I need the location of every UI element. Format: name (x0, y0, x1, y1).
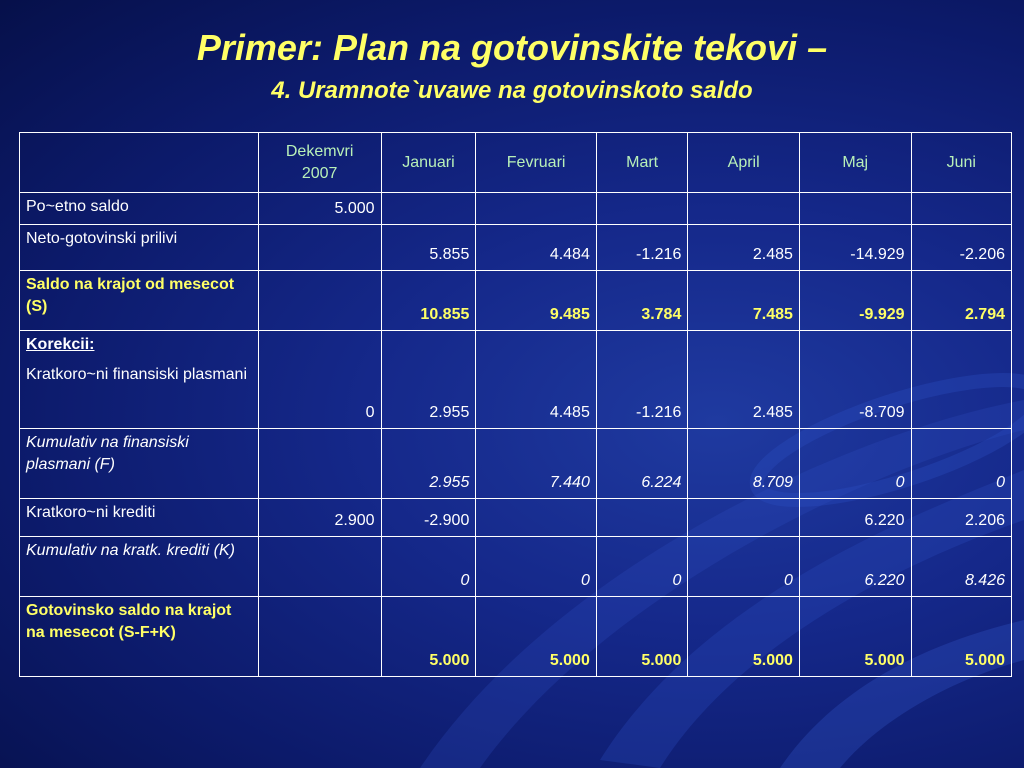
cell-value: -14.929 (799, 225, 911, 271)
row-label: Neto-gotovinski prilivi (20, 225, 259, 271)
row-short-term-investments (20, 331, 1012, 429)
cell-value: 0 (799, 429, 911, 499)
row-label-cell (20, 331, 259, 429)
cell-value: -9.929 (799, 271, 911, 331)
cash-flow-table (19, 132, 1012, 677)
row-short-term-loans (20, 499, 1012, 537)
row-label: Kratkoro~ni finansiski plasmani (26, 366, 247, 383)
cell-value: -2.900 (381, 499, 476, 537)
cell-value (476, 499, 597, 537)
cell-value: 8.709 (688, 429, 800, 499)
cell-value: 2.206 (911, 499, 1011, 537)
cell-value (381, 193, 476, 225)
header-mart: Mart (596, 133, 688, 193)
cell-value (476, 193, 597, 225)
cell-value: 5.000 (258, 193, 381, 225)
section-heading: Korekcii: (26, 336, 95, 353)
cell-value (799, 193, 911, 225)
cell-value: 5.000 (911, 597, 1011, 677)
row-label: Po~etno saldo (20, 193, 259, 225)
row-ending-balance (20, 271, 1012, 331)
cell-value: 10.855 (381, 271, 476, 331)
cell-value: 6.220 (799, 499, 911, 537)
cell-value: 6.224 (596, 429, 688, 499)
header-dekemvri-month: Dekemvri (285, 142, 354, 160)
cell-value: 9.485 (476, 271, 597, 331)
cell-value (258, 225, 381, 271)
cell-value: 0 (476, 537, 597, 597)
cell-value: 5.855 (381, 225, 476, 271)
cell-value: 7.485 (688, 271, 800, 331)
cell-value: 5.000 (381, 597, 476, 677)
cell-value (258, 271, 381, 331)
header-dekemvri-year: 2007 (301, 164, 338, 182)
row-opening-balance (20, 193, 1012, 225)
cell-value: 8.426 (911, 537, 1011, 597)
cell-value: 2.485 (688, 331, 800, 429)
cell-value: 4.484 (476, 225, 597, 271)
cell-value: 0 (596, 537, 688, 597)
cell-value: 6.220 (799, 537, 911, 597)
row-label: Kratkoro~ni krediti (20, 499, 259, 537)
row-cumulative-investments (20, 429, 1012, 499)
cell-value: 0 (381, 537, 476, 597)
cell-value: 0 (688, 537, 800, 597)
cell-value: -1.216 (596, 331, 688, 429)
header-april: April (688, 133, 800, 193)
row-final-cash-balance (20, 597, 1012, 677)
header-dekemvri (258, 133, 381, 193)
cell-value (911, 193, 1011, 225)
header-maj: Maj (799, 133, 911, 193)
row-net-inflows (20, 225, 1012, 271)
header-juni: Juni (911, 133, 1011, 193)
row-label: Gotovinsko saldo na krajot na mesecot (S-F+K) (20, 597, 259, 677)
cell-value (596, 499, 688, 537)
cell-value: -8.709 (799, 331, 911, 429)
cell-value (258, 429, 381, 499)
row-label: Saldo na krajot od mesecot (S) (20, 271, 259, 331)
cell-value: -1.216 (596, 225, 688, 271)
cell-value (911, 331, 1011, 429)
cell-value: 5.000 (476, 597, 597, 677)
cell-value: 7.440 (476, 429, 597, 499)
cell-value: 2.794 (911, 271, 1011, 331)
slide-subtitle: 4. Uramnote`uvawe na gotovinskoto saldo (271, 77, 753, 104)
row-cumulative-loans (20, 537, 1012, 597)
header-fevruari: Fevruari (476, 133, 597, 193)
cell-value (258, 597, 381, 677)
cell-value: 2.955 (381, 429, 476, 499)
header-januari: Januari (381, 133, 476, 193)
cell-value: 0 (258, 331, 381, 429)
header-blank (20, 133, 259, 193)
cell-value: 3.784 (596, 271, 688, 331)
cell-value: -2.206 (911, 225, 1011, 271)
cell-value: 5.000 (799, 597, 911, 677)
header-row (20, 133, 1012, 193)
slide-title: Primer: Plan na gotovinskite tekovi – (196, 27, 828, 68)
cell-value (688, 193, 800, 225)
cell-value: 2.955 (381, 331, 476, 429)
cell-value (688, 499, 800, 537)
cell-value (258, 537, 381, 597)
row-label: Kumulativ na kratk. krediti (K) (20, 537, 259, 597)
cell-value: 2.900 (258, 499, 381, 537)
cell-value: 4.485 (476, 331, 597, 429)
cell-value: 5.000 (596, 597, 688, 677)
cell-value: 5.000 (688, 597, 800, 677)
cell-value (596, 193, 688, 225)
row-label: Kumulativ na finansiski plasmani (F) (20, 429, 259, 499)
cell-value: 0 (911, 429, 1011, 499)
cell-value: 2.485 (688, 225, 800, 271)
